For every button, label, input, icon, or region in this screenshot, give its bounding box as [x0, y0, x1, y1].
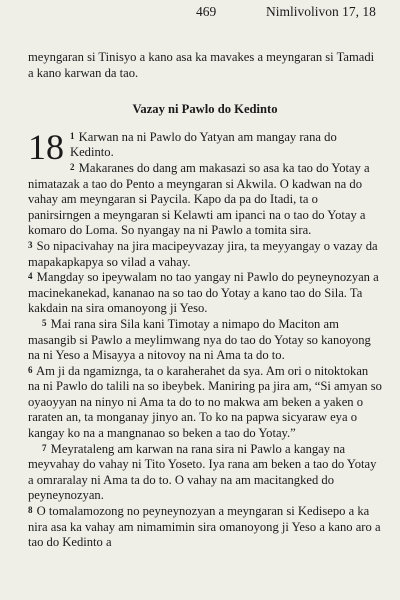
- verse-text: Mai rana sira Sila kani Timotay a nimapo do Maciton am masangib si Pawlo a meylimwang nya do tao do Yotay so kanoyong na ni Yeso a Misayya a nitovoy na ni Ama ta do to.: [28, 316, 371, 363]
- verse-6: [28, 364, 382, 442]
- verse-number: 5: [42, 317, 47, 328]
- chapter-number: 18: [28, 126, 64, 167]
- verse-number: 6: [28, 364, 33, 375]
- verse-8: [28, 504, 382, 551]
- page-header: [0, 4, 400, 26]
- verse-2: [28, 161, 382, 239]
- verse-number: 4: [28, 271, 33, 282]
- verse-text: Makaranes do dang am makasazi so asa ka tao do Yotay a nimatazak a tao do Pento a meyngaran si Akwila. O kadwan na do vahay am meyngaran si Paycila. Kapo da pa do Itadi, ta o panirsirngen a meyngaran si Kelawti am ipanci na o tao do Yotay a komaro do Loma. So nyangay na ni Pawlo a tomita sira.: [28, 160, 370, 238]
- verse-number: 7: [42, 442, 47, 453]
- verse-4: [28, 270, 382, 317]
- verse-text: Am ji da ngamiznga, ta o karaherahet da sya. Am ori o nitoktokan na ni Pawlo do talili na so ibeybek. Maniring pa jira am, “Si amyan so oyaoyyan na ninyo ni Ama ta do to no makwa am beken a yaken o raraten an, ta monganay jinyo an. To ko na papwa sicyaraw eya o kangay ko na a mangnanao so beken a tao do Yotay.”: [28, 363, 382, 441]
- page-number: 469: [196, 4, 217, 19]
- verse-text: So nipacivahay na jira macipeyvazay jira, ta meyyangay o vazay da mapakapkapya so vilad a vahay.: [28, 238, 378, 269]
- chapter-block: [28, 126, 382, 167]
- verse-7: [28, 442, 382, 504]
- verse-5: [28, 317, 382, 364]
- running-reference: Nimlivolivon 17, 18: [266, 4, 376, 19]
- verse-text: Meyrataleng am karwan na rana sira ni Pawlo a kangay na meyvahay do vahay ni Tito Yoseto. Iya rana am beken a tao do Yotay a omraralay ni Ama ta do to. O vahay na am macitangked do peyneynozyan.: [28, 441, 377, 503]
- verse-1: [28, 126, 382, 167]
- verse-text: Mangday so ipeywalam no tao yangay ni Pawlo do peyneynozyan a macinekanekad, kananao na so tao do Yotay a kano tao do Sila. Ta kakdain na sira omanoyong ji Yeso.: [28, 270, 379, 316]
- body-text: [28, 50, 382, 551]
- continuation-paragraph: meyngaran si Tinisyo a kano asa ka mavakes a meyngaran si Tamadi a kano karwan da tao.: [28, 50, 375, 80]
- verse-number: 2: [70, 161, 75, 172]
- verse-text: O tomalamozong no peyneynozyan a meyngaran si Kedisepo a ka nira asa ka vahay am nimamimin sira omanoyong ji Yeso a kano aro a tao do Kedinto a: [28, 504, 381, 550]
- verse-3: [28, 239, 382, 270]
- verse-number: 3: [28, 239, 33, 250]
- section-heading: Vazay ni Pawlo do Kedinto: [132, 102, 278, 117]
- verse-number: 8: [28, 505, 33, 516]
- verse-text: Karwan na ni Pawlo do Yatyan am mangay rana do Kedinto.: [70, 129, 337, 160]
- verse-number: 1: [70, 130, 75, 141]
